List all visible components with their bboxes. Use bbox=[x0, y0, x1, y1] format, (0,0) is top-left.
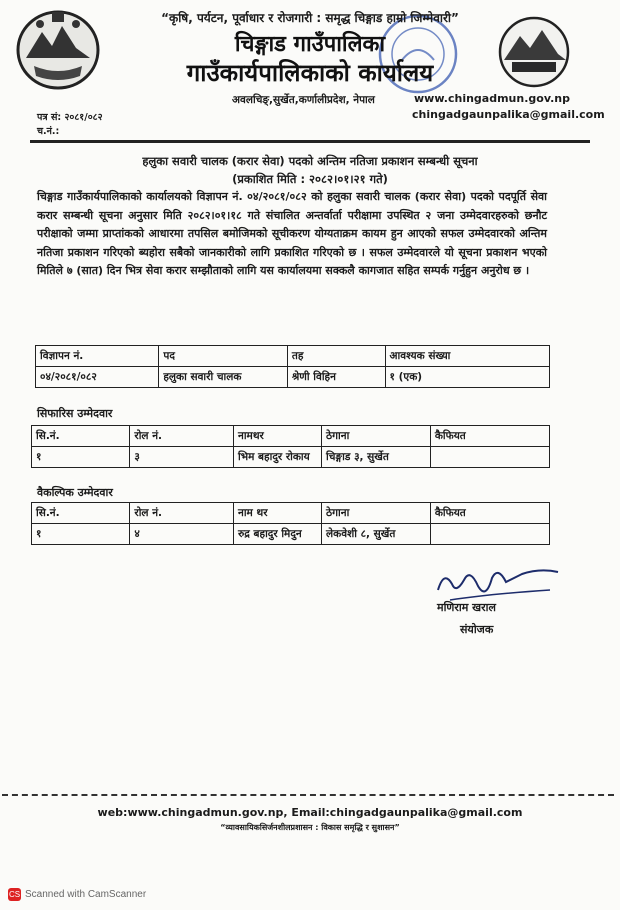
table-row bbox=[32, 447, 550, 468]
table-cell: ३ bbox=[130, 447, 234, 468]
published-date: (प्रकाशित मिति : २०८२।०१।२१ गते) bbox=[232, 172, 388, 186]
table-cell: रुद्र बहादुर मिदुन bbox=[234, 524, 322, 545]
table-header: रोल नं. bbox=[130, 426, 234, 447]
vacancy-table bbox=[35, 345, 550, 388]
table-header: नाम थर bbox=[234, 503, 322, 524]
table-header: सि.नं. bbox=[32, 426, 130, 447]
table-cell: १ (एक) bbox=[385, 367, 549, 388]
notice-subject: हलुका सवारी चालक (करार सेवा) पदको अन्तिम नतिजा प्रकाशन सम्बन्धी सूचना bbox=[142, 154, 478, 168]
signatory-name: मणिराम खराल bbox=[437, 601, 496, 614]
table-header-row bbox=[32, 426, 550, 447]
office-name: चिङ्गाड गाउँपालिका bbox=[234, 32, 386, 57]
recommended-table bbox=[31, 425, 550, 468]
table-cell: हलुका सवारी चालक bbox=[159, 367, 288, 388]
table-row bbox=[36, 367, 550, 388]
recommended-label: सिफारिस उम्मेदवार bbox=[37, 407, 113, 420]
table-cell: लेकवेशी ८, सुर्खेत bbox=[322, 524, 431, 545]
table-header: तह bbox=[287, 346, 385, 367]
table-header: आवश्यक संख्या bbox=[385, 346, 549, 367]
table-header: नामथर bbox=[234, 426, 322, 447]
table-row bbox=[32, 524, 550, 545]
table-header-row bbox=[36, 346, 550, 367]
table-header: कैफियत bbox=[430, 426, 549, 447]
table-header: ठेगाना bbox=[322, 503, 431, 524]
scanner-label: Scanned with CamScanner bbox=[25, 889, 147, 901]
table-header: रोल नं. bbox=[130, 503, 234, 524]
slogan: “कृषि, पर्यटन, पूर्वाधार र रोजगारी : समृद्ध चिङ्गाड हाम्रो जिम्मेवारी” bbox=[161, 11, 459, 25]
dispatch-number: च.नं.: bbox=[37, 126, 60, 137]
alternate-label: वैकल्पिक उम्मेदवार bbox=[37, 486, 113, 499]
table-header: ठेगाना bbox=[322, 426, 431, 447]
footer-divider bbox=[2, 794, 614, 796]
table-cell: १ bbox=[32, 447, 130, 468]
table-cell: ०४/२०८१/०८२ bbox=[36, 367, 159, 388]
table-cell: १ bbox=[32, 524, 130, 545]
table-header-row bbox=[32, 503, 550, 524]
table-cell: ४ bbox=[130, 524, 234, 545]
table-header: कैफियत bbox=[430, 503, 549, 524]
table-cell bbox=[430, 524, 549, 545]
signatory-title: संयोजक bbox=[460, 623, 494, 636]
alternate-table bbox=[31, 502, 550, 545]
table-header: सि.नं. bbox=[32, 503, 130, 524]
table-header: पद bbox=[159, 346, 288, 367]
email-link[interactable]: chingadgaunpalika@gmail.com bbox=[412, 108, 605, 121]
table-header: विज्ञापन नं. bbox=[36, 346, 159, 367]
table-cell bbox=[430, 447, 549, 468]
camscanner-icon: CS bbox=[8, 890, 21, 899]
letter-number: पत्र सं: २०८१/०८२ bbox=[37, 112, 103, 123]
office-title: गाउँकार्यपालिकाको कार्यालय bbox=[186, 59, 434, 87]
notice-body: चिङ्गाड गाउँकार्यपालिकाको कार्यालयको विज्ञापन नं. ०४/२०८१/०८२ को हलुका सवारी चालक (करार सेवा) पदको पदपूर्ति सेवा करार सम्बन्धी सूचना अनुसार मिति २०८२।०१।१८ गते संचालित अन्तर्वार्ता परीक्षामा उपस्थित २ जना उम्मेदवारहरुको छनौट परीक्षाको जम्मा प्राप्तांकको आधारमा तपसिल बमोजिमको सूचीकरण योग्यताक्रम कायम हुन आएको सफल उम्मेदवारको अन्तिम नतिजा प्रकाशन गरिएको ब्यहोरा सबैको जानकारीको लागि प्रकाशित गरिएको छ । सफल उम्मेदवारले यो सूचना प्रकाशन भएको मितिले ७ (सात) दिन भित्र सेवा करार सम्झौताको लागि यस कार्यालयमा सक्कलै कागजात सहित सम्पर्क गर्नुहुन अनुरोध छ । bbox=[37, 190, 547, 278]
header-divider bbox=[30, 140, 590, 143]
office-address: अवलचिङ्,सुर्खेत,कर्णालीप्रदेश, नेपाल bbox=[232, 94, 375, 106]
table-cell: श्रेणी विहिन bbox=[287, 367, 385, 388]
footer-motto: “व्यावसायिकसिर्जनशीलप्रशासन : विकास समृद्धि र सुशासन” bbox=[220, 823, 400, 832]
table-cell: भिम बहादुर रोकाय bbox=[234, 447, 322, 468]
website-link[interactable]: www.chingadmun.gov.np bbox=[414, 92, 570, 105]
table-cell: चिङ्गाड ३, सुर्खेत bbox=[322, 447, 431, 468]
scanner-watermark bbox=[8, 888, 146, 901]
footer-contact: web:www.chingadmun.gov.np, Email:chingadgaunpalika@gmail.com bbox=[97, 806, 523, 819]
